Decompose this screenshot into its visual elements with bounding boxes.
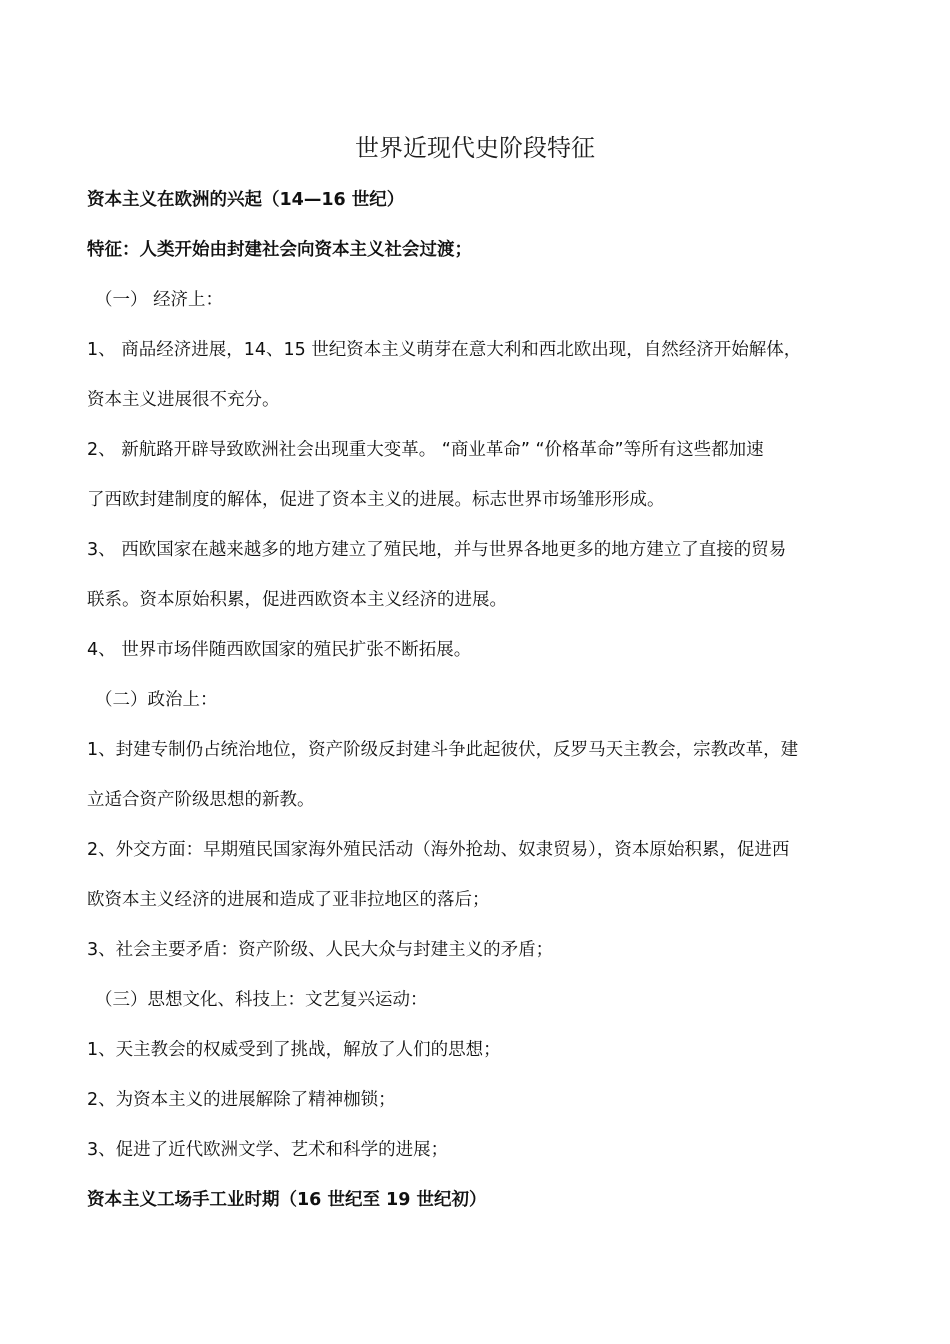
paragraph-line: 1、 商品经济进展，14、15 世纪资本主义萌芽在意大利和西北欧出现，自然经济开始解体， [87, 340, 802, 360]
culture-heading: （三）思想文化、科技上：文艺复兴运动： [95, 990, 428, 1010]
feature-line: 特征：人类开始由封建社会向资本主义社会过渡； [87, 240, 472, 260]
paragraph-line: 资本主义进展很不充分。 [87, 390, 280, 410]
paragraph-line: 1、封建专制仍占统治地位，资产阶级反封建斗争此起彼伏，反罗马天主教会，宗教改革，建 [87, 740, 799, 760]
paragraph-line: 3、社会主要矛盾：资产阶级、人民大众与封建主义的矛盾； [87, 940, 554, 960]
politics-heading: （二）政治上： [95, 690, 218, 710]
section-heading: 资本主义在欧洲的兴起（14—16 世纪） [87, 190, 405, 210]
paragraph-line: 2、为资本主义的进展解除了精神枷锁； [87, 1090, 396, 1110]
paragraph-line: 立适合资产阶级思想的新教。 [87, 790, 315, 810]
section-heading: 资本主义工场手工业时期（16 世纪至 19 世纪初） [87, 1190, 487, 1210]
paragraph-line: 3、促进了近代欧洲文学、艺术和科学的进展； [87, 1140, 449, 1160]
paragraph-line: 2、 新航路开辟导致欧洲社会出现重大变革。 “商业革命” “价格革命”等所有这些都加速 [87, 440, 764, 460]
paragraph-line: 4、 世界市场伴随西欧国家的殖民扩张不断拓展。 [87, 640, 472, 660]
paragraph-line: 2、外交方面：早期殖民国家海外殖民活动（海外抢劫、奴隶贸易），资本原始积累，促进西 [87, 840, 790, 860]
paragraph-line: 1、天主教会的权威受到了挑战，解放了人们的思想； [87, 1040, 501, 1060]
paragraph-line: 3、 西欧国家在越来越多的地方建立了殖民地，并与世界各地更多的地方建立了直接的贸易 [87, 540, 787, 560]
paragraph-line: 了西欧封建制度的解体，促进了资本主义的进展。标志世界市场雏形形成。 [87, 490, 665, 510]
paragraph-line: 欧资本主义经济的进展和造成了亚非拉地区的落后； [87, 890, 490, 910]
paragraph-line: 联系。资本原始积累，促进西欧资本主义经济的进展。 [87, 590, 507, 610]
economy-heading: （一） 经济上： [95, 290, 224, 310]
page-title: 世界近现代史阶段特征 [355, 134, 595, 162]
